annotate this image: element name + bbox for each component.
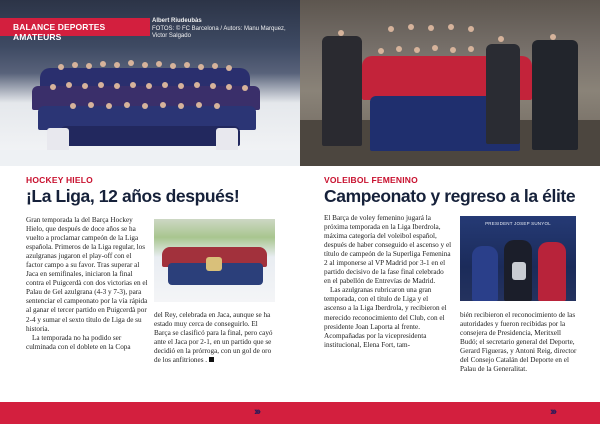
- end-mark-icon: [209, 357, 214, 362]
- article-col-1: [26, 216, 148, 352]
- article-col-2: [154, 311, 276, 365]
- paragraph: Gran temporada la del Barça Hockey Hielo, que después de doce años se ha vuelto a proclamar campeón de la Liga española. Primeros de la Liga regular, los azulgranas jugaron el play-off con el factor campo a su favor. Tras superar al Jaca en semifinales, iniciaron la final contra el Puigcerdà con dos victorias en el Palau de Gel azulgrana (4-3 y 7-3), para sentenciar el campeonato por la vía rápida al ganar el tercer partido en Puigcerdà por 2-4 y sumar el sexto título de Liga de su historia.: [26, 216, 148, 333]
- article-headline: Campeonato y regreso a la élite: [324, 186, 576, 206]
- section-label: HOCKEY HIELO: [26, 175, 93, 185]
- article-headline: ¡La Liga, 12 años después!: [26, 186, 240, 206]
- volleyball-trophy-photo: [460, 216, 576, 301]
- photo-credit: [152, 18, 292, 41]
- credit-photos: FOTOS: © FC Barcelona / Autors: Manu Marquez, Victor Salgado: [152, 25, 286, 39]
- paragraph: El Barça de voley femenino jugará la próxima temporada en la Liga Iberdrola, máxima categoría del voleibol español, después de haber conseguido el ascenso y el título de campeón de la Superliga Femenina 2 al imponerse al VP Madrid por 3-1 en el partido decisivo de la fase final celebrado en el pabellón de Entrevías de Madrid.: [324, 214, 452, 286]
- credit-author: Albert Riudeubàs: [152, 18, 202, 24]
- hockey-team-photo: [0, 0, 300, 166]
- paragraph: del Rey, celebrada en Jaca, aunque se ha estado muy cerca de conseguirlo. El Barça se clasificó para la final, pero cayó ante el Jaca por 2-1, en un partido que se decidió en la prórroga, con un gol de oro de los anfitriones .: [154, 311, 273, 365]
- paragraph: Las azulgranas rubricaron una gran temporada, con el título de Liga y el ascenso a la Liga Iberdrola, y recibieron el merecido reconocimiento del Club, con el presidente Joan Laporta al frente. Acompañadas por la vicepresidenta institucional, Elena Fort, tam-: [324, 286, 447, 349]
- paragraph: bién recibieron el reconocimiento de las autoridades y fueron recibidas por la consejera de Presidencia, Meritxell Budó; el secretario general del Deporte, Gerard Figueras, y Antoni Reig, director del Consejo Catalán del Deporte en el Palau de la Generalitat.: [460, 311, 577, 374]
- right-page: [300, 0, 600, 424]
- hockey-banner: BALANCE DEPORTES AMATEURS: [0, 18, 150, 36]
- footer-bar: [300, 402, 600, 424]
- hockey-trophy-photo: [154, 219, 275, 302]
- next-arrows-icon: ›››: [550, 406, 555, 418]
- volleyball-team-photo: [300, 0, 600, 166]
- inset-sign: PRESIDENT JOSEP SUNYOL: [485, 221, 551, 226]
- article-col-2: [460, 311, 578, 374]
- footer-bar: [0, 402, 300, 424]
- paragraph: La temporada no ha podido ser culminada con el doblete en la Copa: [26, 333, 131, 351]
- next-arrows-icon: ›››: [254, 406, 259, 418]
- section-label: VOLEIBOL FEMENINO: [324, 175, 418, 185]
- article-col-1: [324, 214, 452, 350]
